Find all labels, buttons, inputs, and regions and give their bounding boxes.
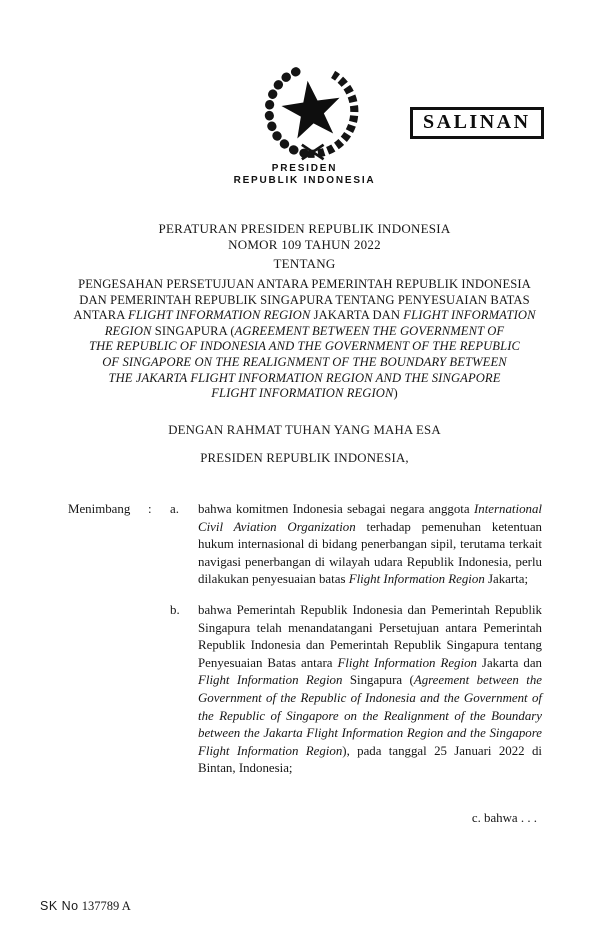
authority-line: PRESIDEN REPUBLIK INDONESIA, bbox=[200, 451, 409, 465]
item-b-marker: b. bbox=[170, 602, 180, 617]
regulation-title: PERATURAN PRESIDEN REPUBLIK INDONESIA bbox=[158, 221, 451, 236]
item-a-text: bahwa komitmen Indonesia sebagai negara anggota International Civil Aviation Organization terhadap pemenuhan ketentuan hukum internasional di bidang penerbangan sipil, terutama terkait navigasi penerbangan di wilayah udara Republik Indonesia, perlu dilakukan penyesuaian batas Flight Information Region Jakarta; bbox=[198, 502, 542, 587]
menimbang-colon: : bbox=[148, 502, 152, 516]
item-a-marker: a. bbox=[170, 502, 179, 516]
sk-number-value: 137789 A bbox=[78, 899, 131, 913]
letterhead-republik-indonesia: REPUBLIK INDONESIA bbox=[233, 175, 376, 186]
sk-number-prefix: SK No bbox=[40, 899, 79, 913]
presidential-star-wreath-emblem-icon bbox=[255, 66, 365, 162]
consideration-item-a bbox=[170, 501, 542, 589]
regulation-number: NOMOR 109 TAHUN 2022 bbox=[228, 236, 381, 252]
subject-title: PENGESAHAN PERSETUJUAN ANTARA PEMERINTAH REPUBLIK INDONESIA DAN PEMERINTAH REPUBLIK SINGAPURA TENTANG PENYESUAIAN BATAS ANTARA FLIGHT INFORMATION REGION JAKARTA DAN FLIGHT INFORMATION REGION SINGAPURA (AGREEMENT BETWEEN THE GOVERNMENT OF THE REPUBLIC OF INDONESIA AND THE GOVERNMENT OF THE REPUBLIC OF SINGAPORE ON THE REALIGNMENT OF THE BOUNDARY BETWEEN THE JAKARTA FLIGHT INFORMATION REGION AND THE SINGAPORE FLIGHT INFORMATION REGION) bbox=[73, 277, 536, 401]
item-b-text: bahwa Pemerintah Republik Indonesia dan Pemerintah Republik Singapura telah menandatangani Persetujuan antara Pemerintah Republik Indonesia dan Pemerintah Republik Singapura tentang Penyesuaian Batas antara Flight Information Region Jakarta dan Flight Information Region Singapura (Agreement between the Government of the Republic of Indonesia and the Government of the Republic of Singapore on the Realignment of the Boundary between the Jakarta Flight Information Region and the Singapore Flight Information Region), pada tanggal 25 Januari 2022 di Bintan, Indonesia; bbox=[198, 602, 542, 776]
consideration-item-b bbox=[170, 602, 542, 778]
letterhead-presiden: PRESIDEN bbox=[271, 163, 338, 174]
invocation-line: DENGAN RAHMAT TUHAN YANG MAHA ESA bbox=[168, 423, 441, 437]
tentang-label: TENTANG bbox=[273, 256, 336, 271]
sk-number bbox=[40, 899, 131, 914]
salinan-stamp: SALINAN bbox=[410, 107, 544, 139]
menimbang-label: Menimbang bbox=[68, 502, 131, 516]
letterhead bbox=[0, 163, 609, 187]
regulation-title-block bbox=[0, 221, 609, 272]
catchword-next-item: c. bahwa . . . bbox=[471, 811, 537, 825]
considerations-section bbox=[68, 501, 542, 778]
